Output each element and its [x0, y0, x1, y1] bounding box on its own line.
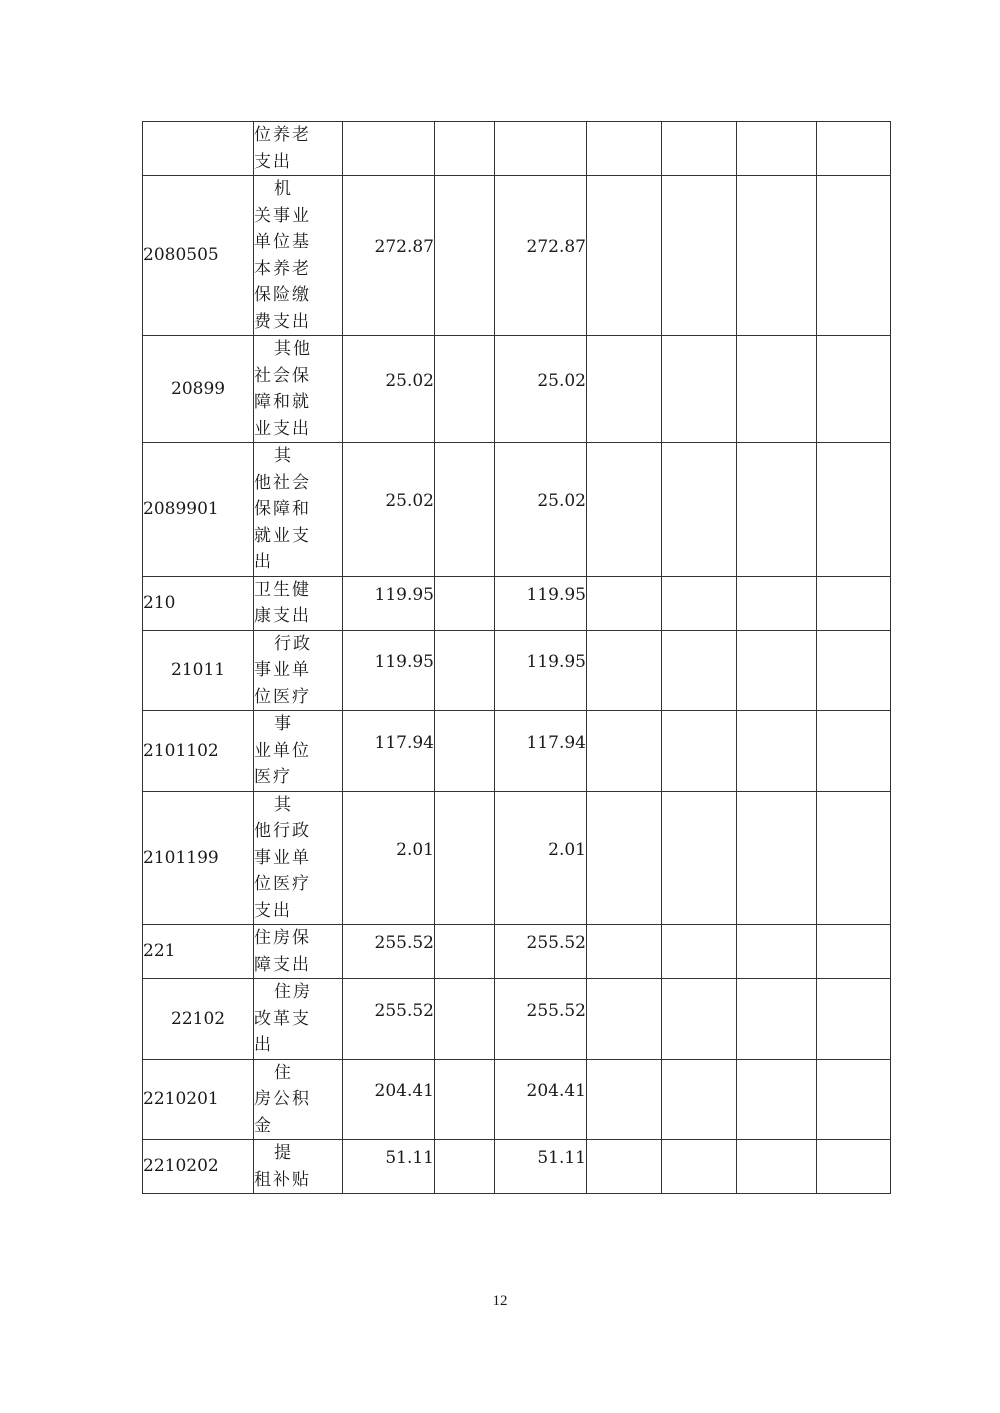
- subject-name-line: 障支出: [254, 954, 311, 975]
- subject-name-line: 他行政: [254, 821, 311, 841]
- subject-code: 221: [143, 925, 254, 979]
- empty-cell: [435, 122, 495, 176]
- subject-code: 2210202: [143, 1140, 254, 1194]
- empty-cell: [737, 576, 817, 630]
- subject-code: 21011: [143, 630, 254, 711]
- subject-name-line: 租补贴: [254, 1169, 311, 1190]
- subject-code: [143, 122, 254, 176]
- table-row: [143, 576, 891, 630]
- subject-name-line: 业单位: [254, 740, 311, 761]
- subject-code: 2089901: [143, 443, 254, 577]
- subject-name-line: 社会保: [254, 365, 311, 386]
- total-amount: 51.11: [343, 1140, 435, 1194]
- subject-name-line: 卫生健: [254, 579, 311, 600]
- subject-name: [254, 711, 343, 792]
- subject-name-line: 业支出: [254, 418, 311, 439]
- empty-cell: [817, 630, 891, 711]
- subject-name-line: 费支出: [254, 311, 311, 332]
- subject-code: 2210201: [143, 1059, 254, 1140]
- subject-code: 2080505: [143, 176, 254, 336]
- empty-cell: [737, 443, 817, 577]
- subject-name: [254, 791, 343, 925]
- empty-cell: [817, 443, 891, 577]
- empty-cell: [435, 711, 495, 792]
- empty-cell: [817, 176, 891, 336]
- empty-cell: [435, 1140, 495, 1194]
- empty-cell: [662, 630, 737, 711]
- empty-cell: [662, 122, 737, 176]
- empty-cell: [435, 925, 495, 979]
- subject-name-line: 关事业: [254, 205, 311, 226]
- empty-cell: [817, 576, 891, 630]
- empty-cell: [737, 336, 817, 443]
- empty-cell: [737, 122, 817, 176]
- empty-cell: [737, 1140, 817, 1194]
- subject-code: 2101102: [143, 711, 254, 792]
- basic-amount: 2.01: [495, 791, 587, 925]
- table-row: [143, 630, 891, 711]
- subject-name: [254, 336, 343, 443]
- empty-cell: [435, 336, 495, 443]
- total-amount: 2.01: [343, 791, 435, 925]
- empty-cell: [587, 122, 662, 176]
- empty-cell: [435, 791, 495, 925]
- basic-amount: 255.52: [495, 925, 587, 979]
- empty-cell: [817, 336, 891, 443]
- basic-amount: 119.95: [495, 630, 587, 711]
- empty-cell: [662, 443, 737, 577]
- subject-name: [254, 630, 343, 711]
- empty-cell: [817, 1059, 891, 1140]
- basic-amount: 204.41: [495, 1059, 587, 1140]
- subject-name: [254, 925, 343, 979]
- subject-name-line: 保障和: [254, 499, 311, 519]
- empty-cell: [662, 791, 737, 925]
- empty-cell: [662, 1059, 737, 1140]
- subject-name-line: 房公积: [254, 1089, 311, 1109]
- total-amount: 255.52: [343, 925, 435, 979]
- empty-cell: [587, 711, 662, 792]
- subject-code: 22102: [143, 979, 254, 1060]
- empty-cell: [737, 711, 817, 792]
- basic-amount: 272.87: [495, 176, 587, 336]
- subject-name-line: 医疗: [254, 767, 292, 787]
- subject-name-line: 他社会: [254, 472, 311, 493]
- subject-name-line: 就业支: [254, 525, 311, 546]
- table-row: [143, 443, 891, 577]
- subject-name: [254, 176, 343, 336]
- basic-amount: 119.95: [495, 576, 587, 630]
- empty-cell: [737, 925, 817, 979]
- subject-code: 210: [143, 576, 254, 630]
- subject-name-line: 支出: [254, 151, 292, 172]
- empty-cell: [817, 925, 891, 979]
- subject-name-line: 出: [254, 552, 273, 572]
- table-row: [143, 791, 891, 925]
- total-amount: [343, 122, 435, 176]
- subject-name-line: 康支出: [254, 606, 311, 626]
- subject-name: [254, 979, 343, 1060]
- total-amount: 117.94: [343, 711, 435, 792]
- total-amount: 25.02: [343, 443, 435, 577]
- subject-name-line: 住房: [274, 982, 312, 1002]
- empty-cell: [662, 711, 737, 792]
- subject-name: [254, 576, 343, 630]
- empty-cell: [817, 1140, 891, 1194]
- subject-name-line: 出: [254, 1035, 273, 1055]
- empty-cell: [587, 1059, 662, 1140]
- empty-cell: [587, 791, 662, 925]
- basic-amount: [495, 122, 587, 176]
- empty-cell: [435, 979, 495, 1060]
- empty-cell: [587, 630, 662, 711]
- empty-cell: [435, 630, 495, 711]
- subject-name-line: 位养老: [254, 125, 311, 145]
- subject-name: [254, 122, 343, 176]
- empty-cell: [435, 1059, 495, 1140]
- empty-cell: [737, 791, 817, 925]
- empty-cell: [817, 979, 891, 1060]
- empty-cell: [662, 336, 737, 443]
- subject-name-line: 提: [274, 1143, 293, 1163]
- subject-name-line: 金: [254, 1115, 273, 1136]
- subject-name-line: 事业单: [254, 847, 311, 868]
- total-amount: 25.02: [343, 336, 435, 443]
- empty-cell: [737, 1059, 817, 1140]
- subject-name: [254, 443, 343, 577]
- empty-cell: [817, 791, 891, 925]
- subject-name-line: 事: [274, 714, 293, 734]
- empty-cell: [662, 925, 737, 979]
- empty-cell: [587, 1140, 662, 1194]
- subject-name-line: 支出: [254, 900, 292, 921]
- subject-name-line: 单位基: [254, 232, 311, 252]
- empty-cell: [817, 122, 891, 176]
- subject-name: [254, 1140, 343, 1194]
- total-amount: 255.52: [343, 979, 435, 1060]
- empty-cell: [587, 925, 662, 979]
- basic-amount: 51.11: [495, 1140, 587, 1194]
- total-amount: 204.41: [343, 1059, 435, 1140]
- subject-name-line: 事业单: [254, 660, 311, 680]
- total-amount: 272.87: [343, 176, 435, 336]
- subject-name-line: 住房保: [254, 928, 311, 948]
- table-row: [143, 1059, 891, 1140]
- empty-cell: [737, 176, 817, 336]
- empty-cell: [587, 336, 662, 443]
- empty-cell: [587, 979, 662, 1060]
- table-row: [143, 122, 891, 176]
- subject-name-line: 改革支: [254, 1008, 311, 1029]
- empty-cell: [662, 979, 737, 1060]
- subject-name-line: 本养老: [254, 258, 311, 279]
- subject-name-line: 其: [274, 446, 293, 466]
- subject-name-line: 其他: [274, 339, 312, 359]
- basic-amount: 25.02: [495, 336, 587, 443]
- subject-name-line: 住: [274, 1062, 293, 1083]
- page-number: 12: [492, 1293, 508, 1309]
- empty-cell: [662, 576, 737, 630]
- empty-cell: [662, 176, 737, 336]
- empty-cell: [587, 576, 662, 630]
- table-row: [143, 1140, 891, 1194]
- table-row: [143, 176, 891, 336]
- basic-amount: 255.52: [495, 979, 587, 1060]
- subject-name-line: 位医疗: [254, 874, 311, 894]
- empty-cell: [435, 443, 495, 577]
- subject-code: 2101199: [143, 791, 254, 925]
- basic-amount: 117.94: [495, 711, 587, 792]
- table-row: [143, 979, 891, 1060]
- empty-cell: [435, 176, 495, 336]
- empty-cell: [817, 711, 891, 792]
- subject-name-line: 保险缴: [254, 285, 311, 305]
- subject-name-line: 机: [274, 179, 293, 199]
- subject-name: [254, 1059, 343, 1140]
- empty-cell: [435, 576, 495, 630]
- subject-name-line: 行政: [274, 633, 312, 654]
- table-row: [143, 711, 891, 792]
- empty-cell: [737, 630, 817, 711]
- subject-name-line: 障和就: [254, 392, 311, 412]
- subject-name-line: 位医疗: [254, 686, 311, 707]
- empty-cell: [587, 443, 662, 577]
- empty-cell: [737, 979, 817, 1060]
- basic-amount: 25.02: [495, 443, 587, 577]
- table-row: [143, 336, 891, 443]
- total-amount: 119.95: [343, 576, 435, 630]
- table-row: [143, 925, 891, 979]
- total-amount: 119.95: [343, 630, 435, 711]
- subject-code: 20899: [143, 336, 254, 443]
- subject-name-line: 其: [274, 794, 293, 815]
- empty-cell: [587, 176, 662, 336]
- empty-cell: [662, 1140, 737, 1194]
- budget-expenditure-table: [142, 121, 891, 1194]
